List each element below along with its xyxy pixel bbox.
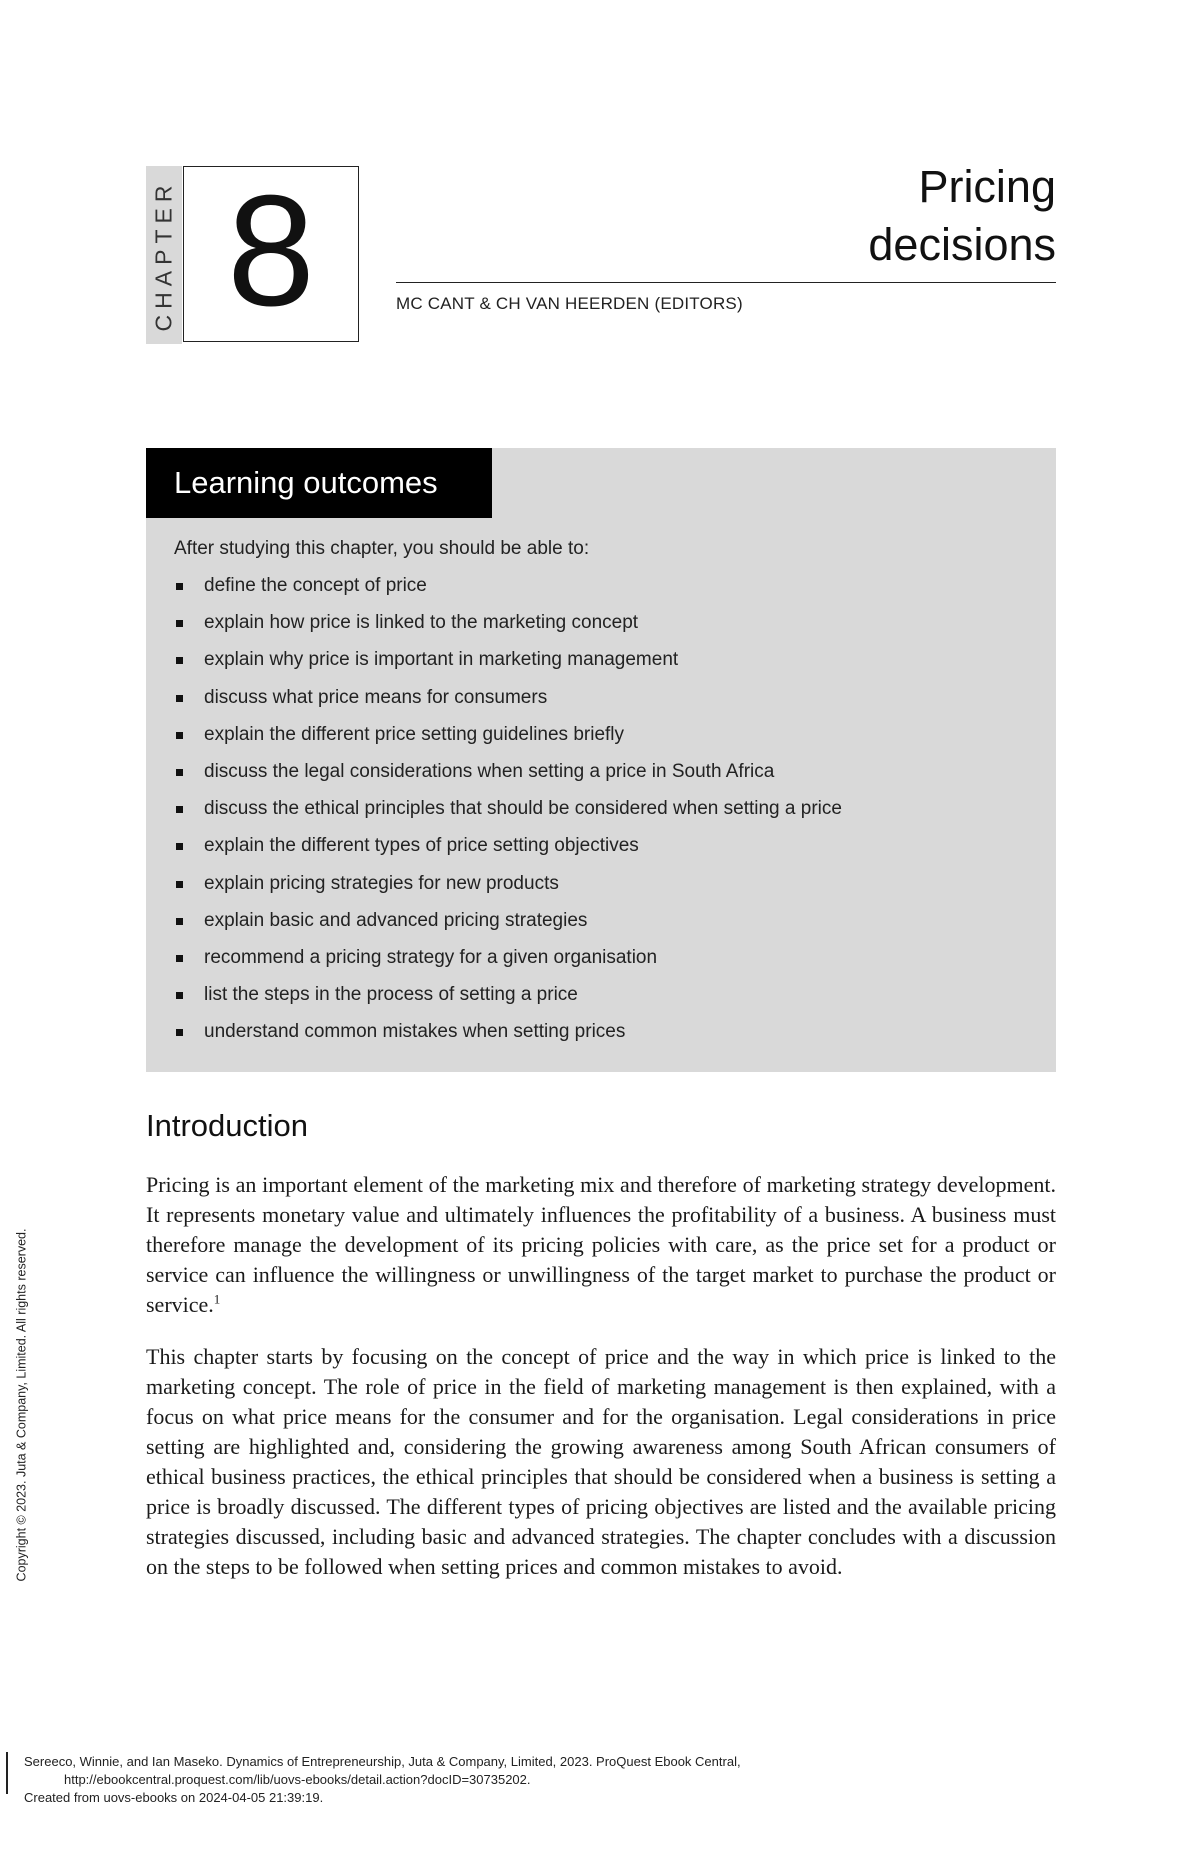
list-item bbox=[174, 943, 842, 980]
list-item-text: explain the different price setting guidelines briefly bbox=[204, 723, 625, 745]
side-copyright-text: Copyright © 2023. Juta & Company, Limited. All rights reserved. bbox=[14, 1228, 28, 1582]
footer-marker bbox=[6, 1752, 8, 1794]
footer-citation: Sereeco, Winnie, and Ian Maseko. Dynamics of Entrepreneurship, Juta & Company, Limited, 2023. ProQuest Ebook Central, bbox=[24, 1754, 741, 1769]
bullet-icon bbox=[176, 992, 183, 999]
bullet-icon bbox=[176, 769, 183, 776]
bullet-icon bbox=[176, 620, 183, 627]
learning-outcomes-intro: After studying this chapter, you should be able to: bbox=[174, 538, 590, 559]
list-item bbox=[174, 571, 842, 608]
introduction-paragraph-2: This chapter starts by focusing on the concept of price and the way in which price is linked to the marketing concept. The role of price in the field of marketing management is then explained, with a focus on what price means for the consumer and for the organisation. Legal considerations in price setting are highlighted and, considering the growing awareness among South African consumers of ethical business practices, the ethical principles that should be considered when a business is setting a price is broadly discussed. The different types of pricing objectives are listed and the available pricing strategies discussed, including basic and advanced strategies. The chapter concludes with a discussion on the steps to be followed when setting prices and common mistakes to avoid. bbox=[146, 1344, 1056, 1579]
list-item bbox=[174, 1017, 842, 1054]
learning-outcomes-panel bbox=[146, 448, 1056, 1072]
chapter-title-line2: decisions bbox=[868, 219, 1056, 270]
list-item bbox=[174, 720, 842, 757]
bullet-icon bbox=[176, 583, 183, 590]
footnote-reference[interactable]: 1 bbox=[213, 1291, 221, 1307]
footer-created: Created from uovs-ebooks on 2024-04-05 21:39:19. bbox=[24, 1790, 324, 1805]
side-copyright bbox=[6, 1190, 36, 1620]
chapter-label bbox=[146, 166, 182, 344]
chapter-title bbox=[868, 158, 1056, 274]
list-item bbox=[174, 869, 842, 906]
list-item-text: explain pricing strategies for new products bbox=[204, 872, 559, 894]
footer-url[interactable]: http://ebookcentral.proquest.com/lib/uovs-ebooks/detail.action?docID=30735202. bbox=[64, 1772, 531, 1787]
learning-outcomes-heading: Learning outcomes bbox=[146, 448, 492, 518]
list-item bbox=[174, 831, 842, 868]
paragraph-1-text: Pricing is an important element of the marketing mix and therefore of marketing strategy development. It represents monetary value and ultimately influences the profitability of a business. A business must therefore manage the development of its pricing policies with care, as the price set for a product or service can influence the willingness or unwillingness of the target market to purchase the product or service. bbox=[146, 1172, 1056, 1317]
bullet-icon bbox=[176, 843, 183, 850]
list-item-text: discuss the ethical principles that should be considered when setting a price bbox=[204, 798, 842, 820]
list-item-text: explain the different types of price setting objectives bbox=[204, 835, 639, 857]
list-item bbox=[174, 906, 842, 943]
list-item bbox=[174, 683, 842, 720]
bullet-icon bbox=[176, 955, 183, 962]
introduction-paragraph-1 bbox=[146, 1170, 1056, 1320]
chapter-title-line1: Pricing bbox=[918, 161, 1056, 212]
bullet-icon bbox=[176, 1029, 183, 1036]
list-item-text: explain why price is important in marketing management bbox=[204, 649, 679, 671]
list-item bbox=[174, 980, 842, 1017]
introduction-heading: Introduction bbox=[146, 1108, 308, 1143]
chapter-number: 8 bbox=[227, 163, 315, 339]
list-item bbox=[174, 645, 842, 682]
chapter-label-text: CHAPTER bbox=[150, 179, 177, 331]
chapter-authors: MC CANT & CH VAN HEERDEN (EDITORS) bbox=[396, 294, 743, 313]
list-item-text: discuss what price means for consumers bbox=[204, 686, 548, 708]
bullet-icon bbox=[176, 918, 183, 925]
bullet-icon bbox=[176, 732, 183, 739]
list-item-text: explain how price is linked to the marketing concept bbox=[204, 612, 639, 634]
title-divider bbox=[396, 282, 1056, 283]
list-item-text: define the concept of price bbox=[204, 575, 427, 596]
list-item-text: recommend a pricing strategy for a given organisation bbox=[204, 946, 658, 968]
learning-outcomes-list bbox=[174, 571, 842, 1054]
bullet-icon bbox=[176, 657, 183, 664]
list-item bbox=[174, 794, 842, 831]
list-item bbox=[174, 608, 842, 645]
list-item-text: list the steps in the process of setting a price bbox=[204, 984, 578, 1006]
chapter-number-box bbox=[183, 163, 359, 342]
bullet-icon bbox=[176, 806, 183, 813]
bullet-icon bbox=[176, 695, 183, 702]
list-item-text: understand common mistakes when setting prices bbox=[204, 1021, 626, 1043]
bullet-icon bbox=[176, 881, 183, 888]
list-item bbox=[174, 757, 842, 794]
list-item-text: explain basic and advanced pricing strategies bbox=[204, 909, 588, 931]
list-item-text: discuss the legal considerations when setting a price in South Africa bbox=[204, 760, 775, 782]
